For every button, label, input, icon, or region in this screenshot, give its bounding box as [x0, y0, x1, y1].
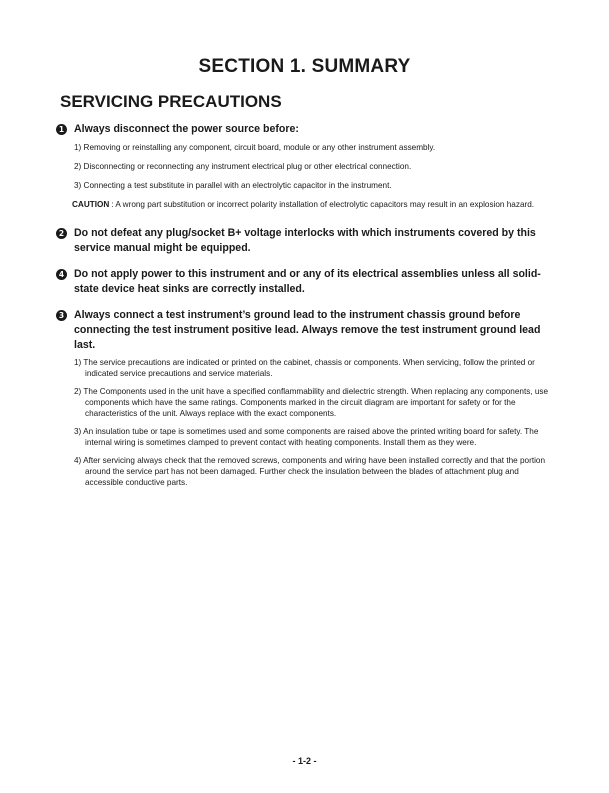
precaution-heading-text: Do not apply power to this instrument and or any of its electrical assemblies unless all solid-state device heat sinks are correctly installed. [74, 268, 541, 295]
precaution-block-4 [56, 308, 556, 488]
precaution-heading-text: Do not defeat any plug/socket B+ voltage interlocks with which instruments covered by this service manual might be equipped. [74, 227, 536, 254]
servicing-precautions-title: SERVICING PRECAUTIONS [60, 92, 282, 111]
caution-text: : A wrong part substitution or incorrect polarity installation of electrolytic capacitors may result in an explosion hazard. [111, 200, 535, 209]
list-item: 1) Removing or reinstalling any component, circuit board, module or any other instrument assembly. [74, 143, 436, 152]
list-item: 4) After servicing always check that the removed screws, components and wiring have been installed correctly and that the portion around the service part has not been damaged. Further check the insulation between the blades of attachment plug and accessible conductive parts. [74, 456, 546, 487]
precautions-content [56, 122, 556, 495]
precaution-list [74, 357, 556, 488]
precaution-block-2 [56, 226, 556, 256]
spacer [56, 256, 556, 267]
section-title: SECTION 1. SUMMARY [198, 56, 411, 77]
precaution-heading [56, 308, 556, 353]
caution-label: CAUTION [72, 200, 110, 209]
list-item: 1) The service precautions are indicated or printed on the cabinet, chassis or components. When servicing, follow the printed or indicated service precautions and service materials. [74, 358, 535, 378]
caution-note [72, 199, 556, 210]
precaution-block-1 [56, 122, 556, 210]
list-item: 2) Disconnecting or reconnecting any instrument electrical plug or other electrical connection. [74, 162, 412, 171]
number-bullet-icon: 2 [56, 228, 67, 239]
number-bullet-icon: 3 [56, 310, 67, 321]
precaution-list [74, 142, 556, 191]
precaution-heading [56, 267, 556, 297]
list-item: 2) The Components used in the unit have a specified conflammability and dielectric strength. When replacing any components, use components which have the same ratings. Components marked in the circuit diagram are important for safety or for the characteristics of the unit. Always replace with the exact components. [74, 387, 549, 418]
spacer [56, 297, 556, 308]
precaution-heading-text: Always connect a test instrument’s ground lead to the instrument chassis ground before connecting the test instrument positive lead. Always remove the test instrument ground lead last. [74, 309, 541, 351]
precaution-heading-text: Always disconnect the power source before: [74, 123, 299, 135]
precaution-heading [56, 226, 556, 256]
precaution-heading [56, 122, 556, 137]
precaution-block-3 [56, 267, 556, 297]
number-bullet-icon: 1 [56, 124, 67, 135]
number-bullet-icon: 4 [56, 269, 67, 280]
list-item: 3) An insulation tube or tape is sometimes used and some components are raised above the printed writing board for safety. The internal wiring is sometimes clamped to prevent contact with heating components. Install them as they were. [74, 427, 539, 447]
page-number: - 1-2 - [292, 756, 317, 766]
list-item: 3) Connecting a test substitute in parallel with an electrolytic capacitor in the instrument. [74, 181, 392, 190]
